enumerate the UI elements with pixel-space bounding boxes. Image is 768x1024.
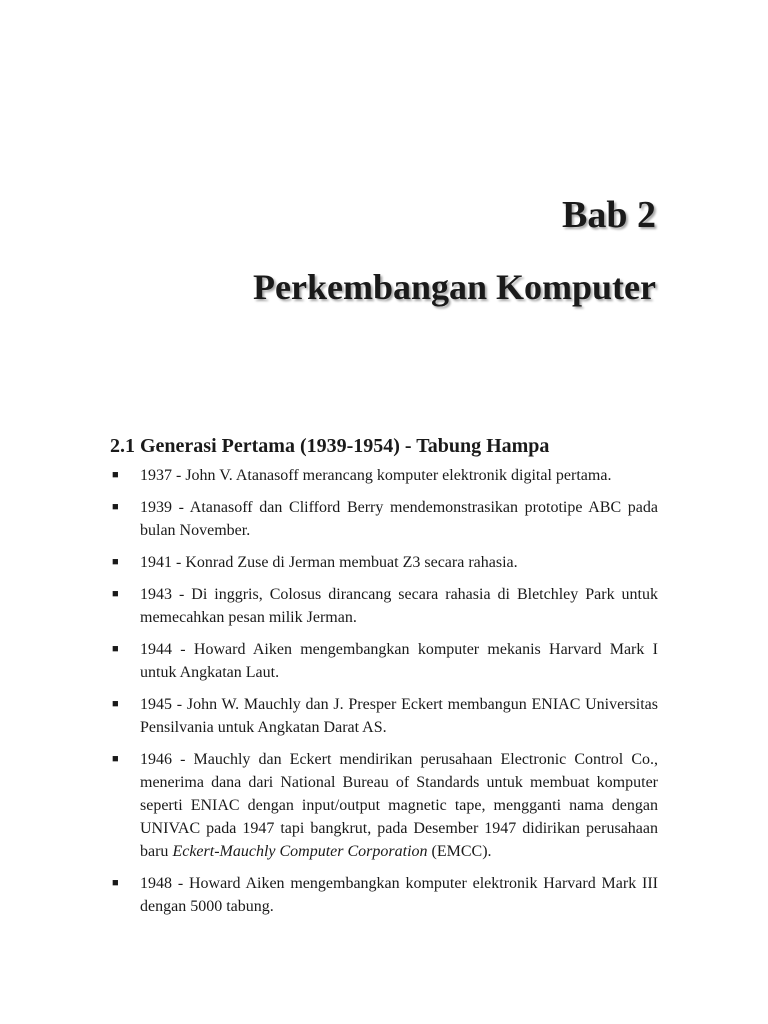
list-item-text: 1943 - Di inggris, Colosus dirancang secara rahasia di Bletchley Park untuk memecahkan pesan milik Jerman. bbox=[140, 586, 658, 626]
bullet-square-icon: ■ bbox=[112, 877, 119, 889]
list-item bbox=[110, 872, 658, 918]
list-item bbox=[110, 693, 658, 739]
timeline-list bbox=[110, 464, 658, 918]
section-heading: 2.1 Generasi Pertama (1939-1954) - Tabung Hampa bbox=[110, 435, 550, 457]
bullet-square-icon: ■ bbox=[112, 753, 119, 765]
list-item-text: 1948 - Howard Aiken mengembangkan komputer elektronik Harvard Mark III dengan 5000 tabung. bbox=[140, 875, 658, 915]
list-item bbox=[110, 638, 658, 684]
bullet-square-icon: ■ bbox=[112, 643, 119, 655]
list-item-text: 1939 - Atanasoff dan Clifford Berry mendemonstrasikan prototipe ABC pada bulan November. bbox=[140, 499, 658, 539]
list-item-text: 1945 - John W. Mauchly dan J. Presper Eckert membangun ENIAC Universitas Pensilvania untuk Angkatan Darat AS. bbox=[140, 696, 658, 736]
chapter-header bbox=[253, 190, 656, 312]
list-item-text: 1944 - Howard Aiken mengembangkan komputer mekanis Harvard Mark I untuk Angkatan Laut. bbox=[140, 641, 658, 681]
section-generasi-pertama bbox=[110, 432, 658, 927]
list-item-text-main: 1946 - Mauchly dan Eckert mendirikan perusahaan Electronic Control Co., menerima dana dari National Bureau of Standards untuk membuat komputer seperti ENIAC dengan input/output magnetic tape, mengganti nama dengan UNIVAC pada 1947 tapi bangkrut, pada Desember 1947 didirikan perusahaan baru bbox=[140, 751, 658, 860]
list-item bbox=[110, 583, 658, 629]
list-item-text-tail: (EMCC). bbox=[427, 843, 492, 860]
bullet-square-icon: ■ bbox=[112, 501, 119, 513]
chapter-title: Perkembangan Komputer bbox=[253, 267, 656, 307]
list-item bbox=[110, 464, 658, 487]
list-item bbox=[110, 748, 658, 863]
list-item bbox=[110, 551, 658, 574]
bullet-square-icon: ■ bbox=[112, 698, 119, 710]
chapter-number: Bab 2 bbox=[562, 194, 656, 236]
bullet-square-icon: ■ bbox=[112, 588, 119, 600]
bullet-square-icon: ■ bbox=[112, 469, 119, 481]
company-name-italic: Eckert-Mauchly Computer Corporation bbox=[172, 843, 428, 860]
list-item-text: 1941 - Konrad Zuse di Jerman membuat Z3 secara rahasia. bbox=[140, 554, 518, 571]
list-item-text: 1937 - John V. Atanasoff merancang komputer elektronik digital pertama. bbox=[140, 467, 612, 484]
list-item-text bbox=[140, 751, 658, 860]
bullet-square-icon: ■ bbox=[112, 556, 119, 568]
list-item bbox=[110, 496, 658, 542]
